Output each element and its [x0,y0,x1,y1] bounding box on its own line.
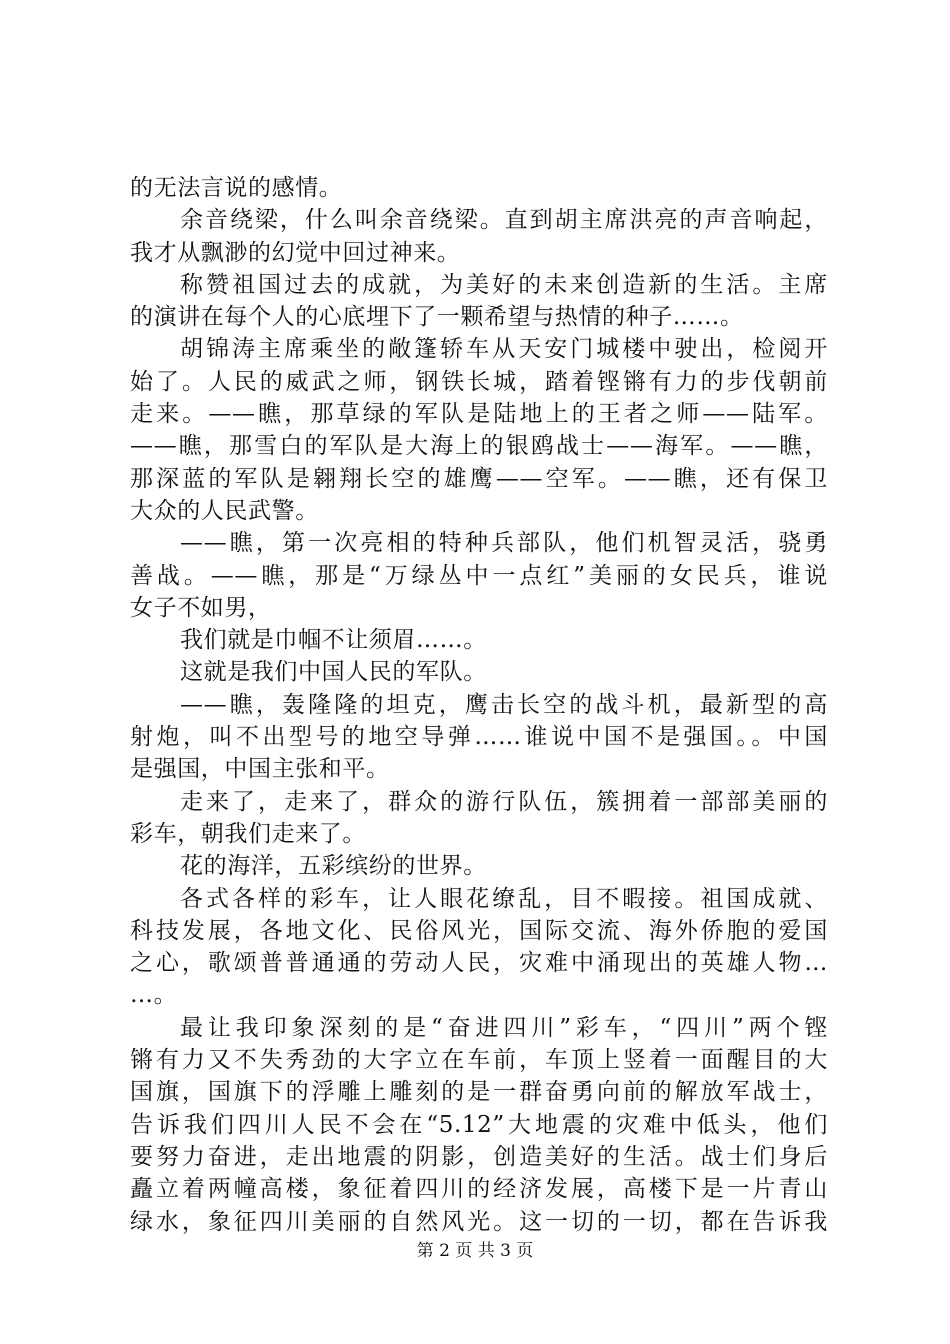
text-line: 射炮，叫不出型号的地空导弹……谁说中国不是强国。。中国 [130,724,828,751]
text-line: 矗立着两幢高楼，象征着四川的经济发展，高楼下是一片青山 [130,1176,828,1203]
text-line: 的无法言说的感情。 [130,175,343,201]
text-line: 最让我印象深刻的是“奋进四川”彩车，“四川”两个铿 [180,1014,828,1041]
body-text [130,172,828,1238]
text-line: 余音绕梁，什么叫余音绕梁。直到胡主席洪亮的声音响起， [180,207,828,234]
text-line: 告诉我们四川人民不会在“5.12”大地震的灾难中低头，他们 [130,1111,828,1138]
text-line: 始了。人民的威武之师，钢铁长城，踏着铿锵有力的步伐朝前 [130,368,828,395]
text-line: 彩车，朝我们走来了。 [130,820,366,847]
text-line: 锵有力又不失秀劲的大字立在车前，车顶上竖着一面醒目的大 [130,1047,828,1074]
text-line: 我们就是巾帼不让须眉……。 [180,627,487,654]
text-line: 各式各样的彩车，让人眼花缭乱，目不暇接。祖国成就、 [180,885,828,912]
text-line: 我才从飘渺的幻觉中回过神来。 [130,239,461,266]
text-line: 的演讲在每个人的心底埋下了一颗希望与热情的种子……。 [130,304,744,331]
text-line: ——瞧，轰隆隆的坦克，鹰击长空的战斗机，最新型的高 [180,691,828,718]
text-line: 这就是我们中国人民的军队。 [180,659,487,686]
text-line: 要努力奋进，走出地震的阴影，创造美好的生活。战士们身后 [130,1143,828,1170]
text-line: 称赞祖国过去的成就，为美好的未来创造新的生活。主席 [180,271,828,298]
text-line: 是强国，中国主张和平。 [130,756,390,783]
text-line: 那深蓝的军队是翱翔长空的雄鹰——空军。——瞧，还有保卫 [130,465,828,492]
text-line: 科技发展，各地文化、民俗风光，国际交流、海外侨胞的爱国 [130,917,828,944]
text-line: 女子不如男， [130,594,272,621]
text-line: 之心，歌颂普普通通的劳动人民，灾难中涌现出的英雄人物… [130,950,828,977]
text-line: …。 [130,982,178,1009]
text-line: 花的海洋，五彩缤纷的世界。 [180,853,487,880]
text-line: ——瞧，那雪白的军队是大海上的银鸥战士——海军。——瞧， [130,433,828,460]
text-line: 国旗，国旗下的浮雕上雕刻的是一群奋勇向前的解放军战士， [130,1079,828,1106]
page-footer: 第 2 页 共 3 页 [416,1241,534,1261]
text-line: 绿水，象征四川美丽的自然风光。这一切的一切，都在告诉我 [130,1208,828,1235]
text-line: 大众的人民武警。 [130,497,319,524]
text-line: 善战。——瞧，那是“万绿丛中一点红”美丽的女民兵，谁说 [130,562,828,589]
text-line: 走来。——瞧，那草绿的军队是陆地上的王者之师——陆军。 [130,401,828,428]
text-line: 走来了，走来了，群众的游行队伍，簇拥着一部部美丽的 [180,788,828,815]
text-line: 胡锦涛主席乘坐的敞篷轿车从天安门城楼中驶出，检阅开 [180,336,828,363]
text-line: ——瞧，第一次亮相的特种兵部队，他们机智灵活，骁勇 [180,530,828,557]
